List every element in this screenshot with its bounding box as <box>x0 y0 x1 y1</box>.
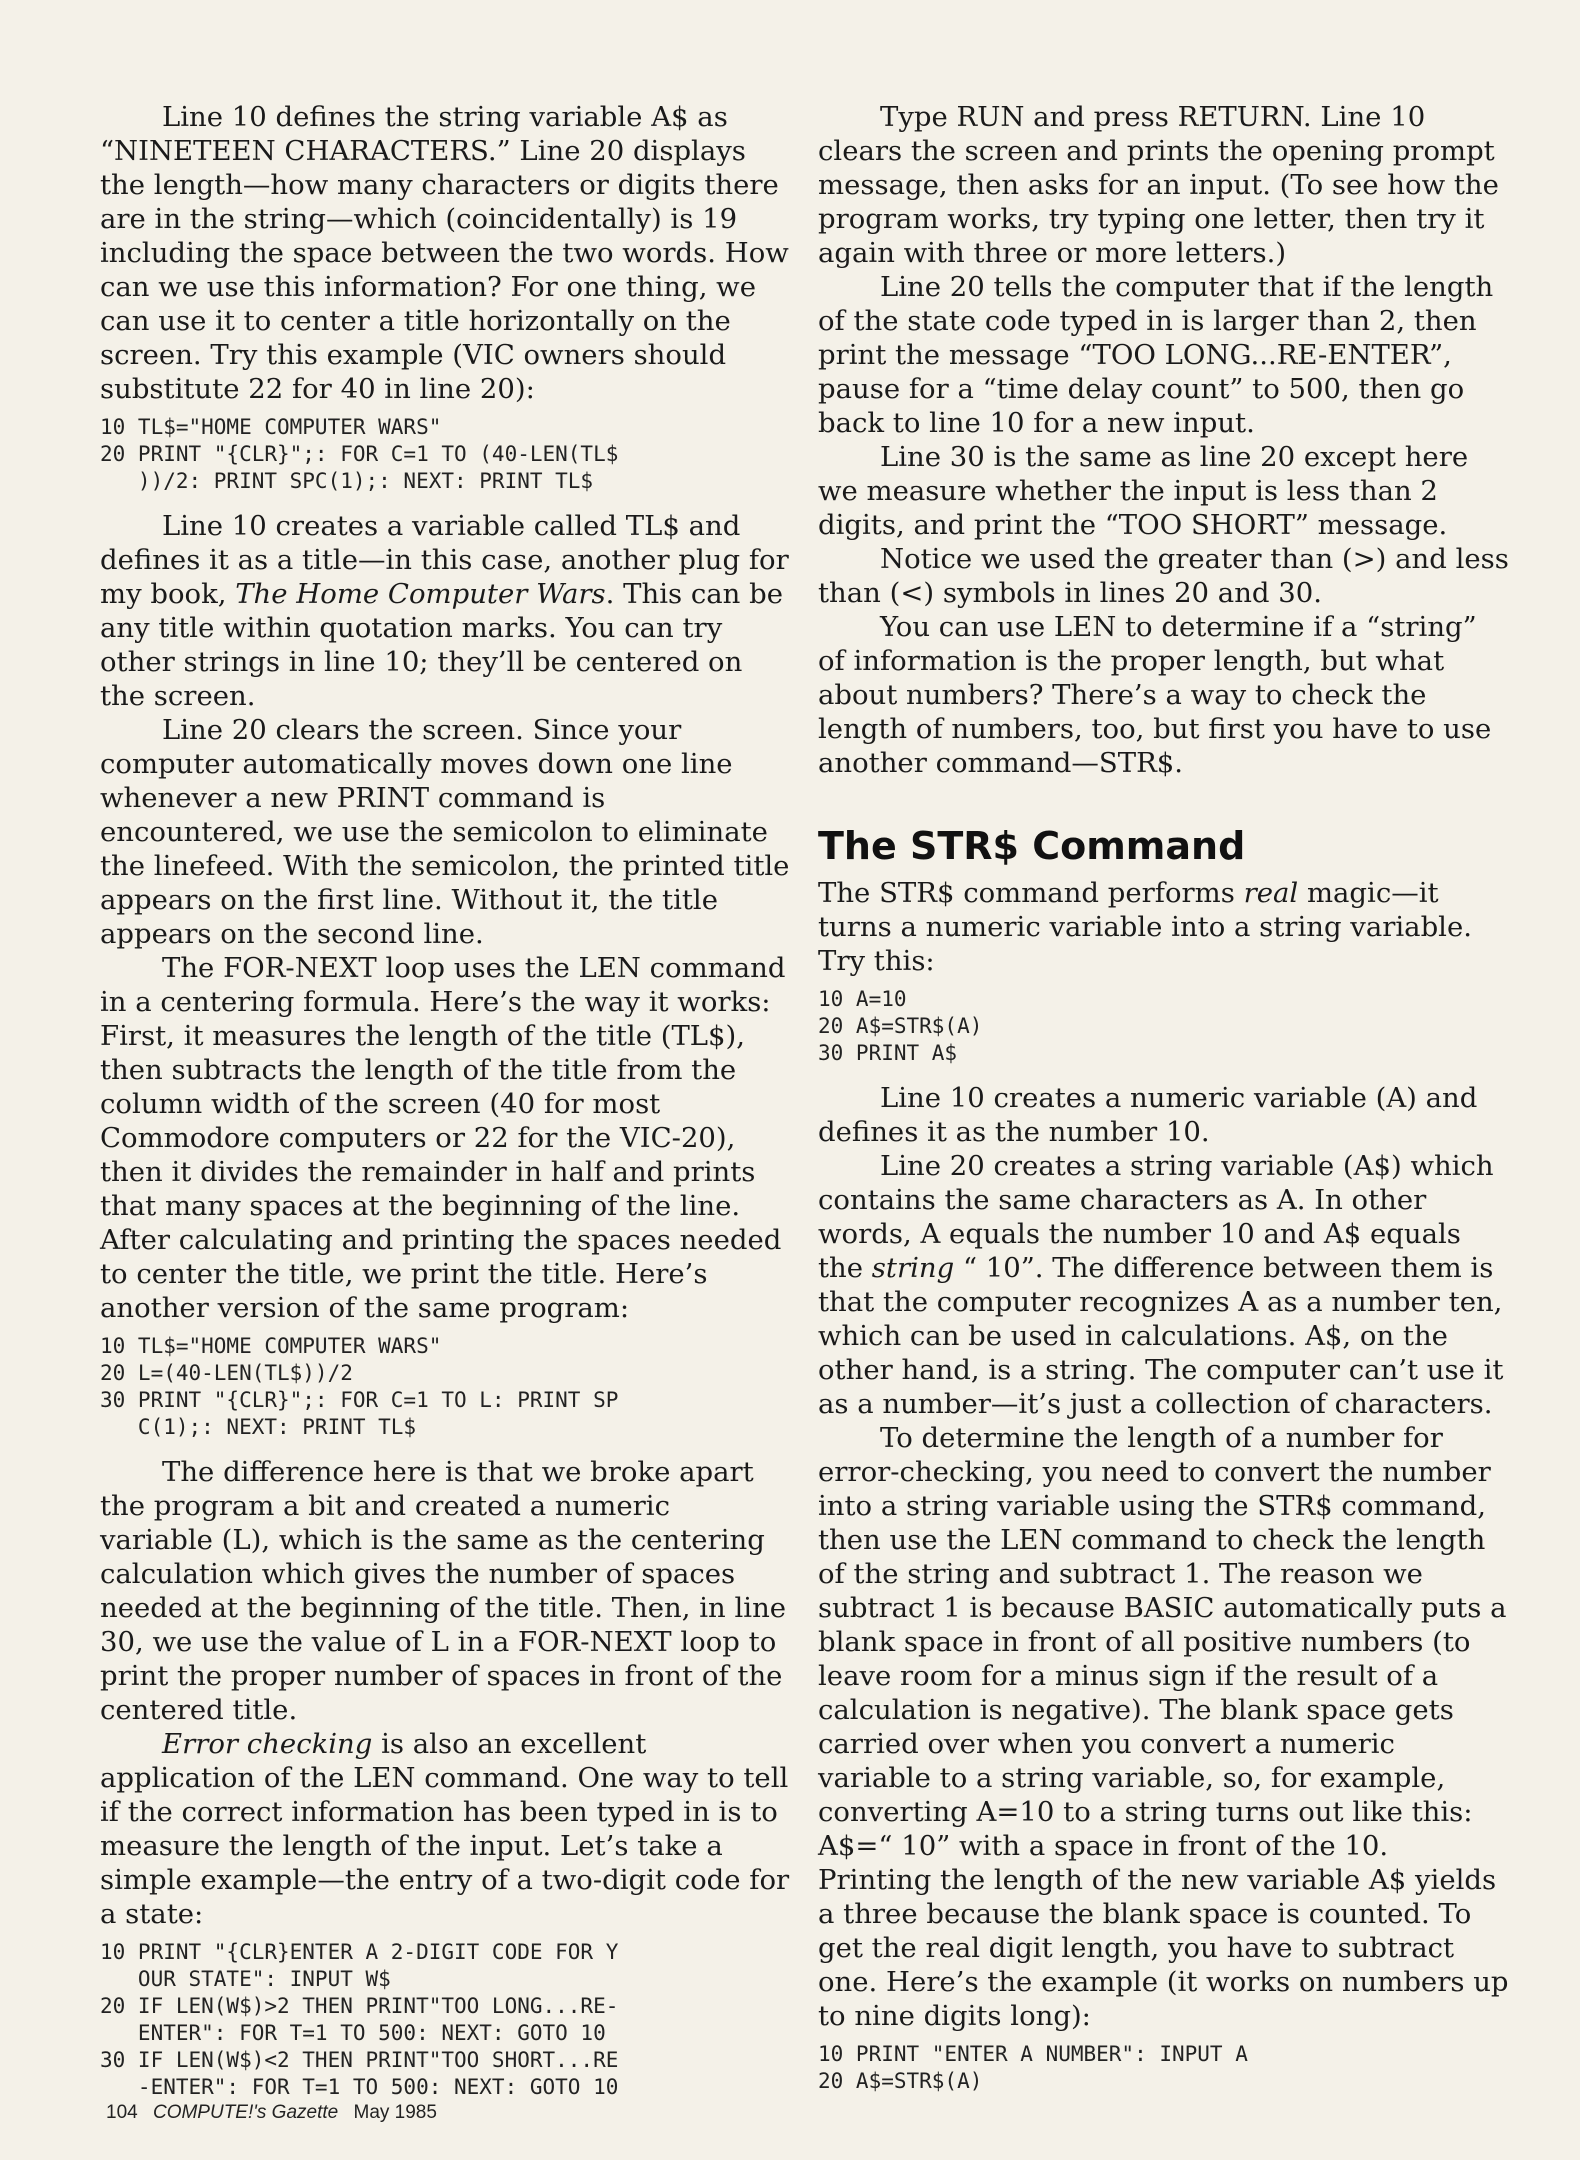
section-heading: The STR$ Command <box>818 824 1246 868</box>
code-line: 10 PRINT "{CLR}ENTER A 2-DIGIT CODE FOR Y <box>100 1940 619 1964</box>
paragraph: You can use LEN to determine if a “string” of information is the proper length, but what about numbers? There’s a way to check the length of numbers, too, but first you have to use another command—STR$. <box>818 611 1492 779</box>
code-line: ENTER": FOR T=1 TO 500: NEXT: GOTO 10 <box>100 2021 606 2045</box>
paragraph: Type RUN and press RETURN. Line 10 clears the screen and prints the opening prompt message, then asks for an input. (To see how the program works, try typing one letter, then try it again with three or more letters.) <box>818 101 1499 269</box>
code-line: 20 PRINT "{CLR}";: FOR C=1 TO (40-LEN(TL$ <box>100 442 619 466</box>
code-line: -ENTER": FOR T=1 TO 500: NEXT: GOTO 10 <box>100 2075 619 2099</box>
code-line: 10 TL$="HOME COMPUTER WARS" <box>100 415 442 439</box>
page-footer <box>106 2102 437 2124</box>
issue-date: May 1985 <box>353 2102 437 2123</box>
text-run: Line 10 creates a variable called TL$ and defines it as a title—in this case, another plug for my book, <box>100 510 789 610</box>
code-line: 20 L=(40-LEN(TL$))/2 <box>100 1361 353 1385</box>
code-listing <box>100 1333 790 1441</box>
text-run: . This can be any title within quotation marks. You can try other strings in line 10; they’ll be centered on the screen. <box>100 578 783 712</box>
paragraph <box>818 1149 1510 1421</box>
code-line: ))/2: PRINT SPC(1);: NEXT: PRINT TL$ <box>100 469 594 493</box>
code-line: 10 PRINT "ENTER A NUMBER": INPUT A <box>818 2042 1248 2066</box>
paragraph <box>100 509 790 713</box>
code-line: 20 A$=STR$(A) <box>818 2069 983 2093</box>
paragraph: Notice we used the greater than (>) and less than (<) symbols in lines 20 and 30. <box>818 543 1509 609</box>
code-listing <box>818 2041 1510 2095</box>
paragraph: The difference here is that we broke apart the program a bit and created a numeric variable (L), which is the same as the centering calculation which gives the number of spaces needed at the beginning of the title. Then, in line 30, we use the value of L in a FOR-NEXT loop to print the proper number of spaces in front of the centered title. <box>100 1456 787 1726</box>
code-line: 30 PRINT "{CLR}";: FOR C=1 TO L: PRINT SP <box>100 1388 619 1412</box>
code-listing <box>100 1939 790 2101</box>
publication-name: COMPUTE!'s Gazette <box>152 2102 339 2123</box>
code-line: C(1);: NEXT: PRINT TL$ <box>100 1415 417 1439</box>
code-line: 10 TL$="HOME COMPUTER WARS" <box>100 1334 442 1358</box>
code-line: 20 IF LEN(W$)>2 THEN PRINT"TOO LONG...RE- <box>100 1994 619 2018</box>
text-run: is also an excellent application of the LEN command. One way to tell if the correct information has been typed in is to measure the length of the input. Let’s take a simple example—the entry of a two-digit code for a state: <box>100 1728 790 1930</box>
paragraph: To determine the length of a number for error-checking, you need to convert the number into a string variable using the STR$ command, then use the LEN command to check the length of the string and subtract 1. The reason we subtract 1 is because BASIC automatically puts a blank space in front of all positive numbers (to leave room for a minus sign if the result of a calculation is negative). The blank space gets carried over when you convert a numeric variable to a string variable, so, for example, converting A=10 to a string turns out like this: A$=“ 10” with a space in front of the 10. Printing the length of the new variable A$ yields a three because the blank space is counted. To get the real digit length, you have to subtract one. Here’s the example (it works on numbers up to nine digits long): <box>818 1422 1509 2032</box>
paragraph: Line 20 tells the computer that if the length of the state code typed in is larger than 2, then print the message “TOO LONG...RE-ENTER”, pause for a “time delay count” to 500, then go back to line 10 for a new input. <box>818 271 1494 439</box>
code-line: 30 IF LEN(W$)<2 THEN PRINT"TOO SHORT...RE <box>100 2048 619 2072</box>
code-listing <box>100 414 790 495</box>
page-number: 104 <box>106 2102 138 2123</box>
text-run: The STR$ command performs <box>818 877 1244 909</box>
paragraph: The FOR-NEXT loop uses the LEN command in a centering formula. Here’s the way it works: First, it measures the length of the title (TL$), then subtracts the length of the title from the column width of the screen (40 for most Commodore computers or 22 for the VIC-20), then it divides the remainder in half and prints that many spaces at the beginning of the line. After calculating and printing the spaces needed to center the title, we print the title. Here’s another version of the same program: <box>100 952 786 1324</box>
text-run: “ 10”. The difference between them is that the computer recognizes A as a number ten, which can be used in calculations. A$, on the other hand, is a string. The computer can’t use it as a number—it’s just a collection of characters. <box>818 1252 1504 1420</box>
emphasis: Error checking <box>162 1728 373 1760</box>
emphasis: real <box>1243 877 1299 909</box>
right-column <box>818 100 1510 2109</box>
paragraph: Line 10 creates a numeric variable (A) and defines it as the number 10. <box>818 1082 1478 1148</box>
text-run: Line 20 creates a string variable (A$) which contains the same characters as A. In other words, A equals the number 10 and A$ equals the <box>818 1150 1494 1284</box>
code-line: 10 A=10 <box>818 987 907 1011</box>
code-line: OUR STATE": INPUT W$ <box>100 1967 391 1991</box>
text-run: magic—it turns a numeric variable into a string variable. Try this: <box>818 877 1472 977</box>
code-line: 30 PRINT A$ <box>818 1041 958 1065</box>
code-listing <box>818 986 1510 1067</box>
book-title: The Home Computer Wars <box>235 578 606 610</box>
paragraph: Line 30 is the same as line 20 except here we measure whether the input is less than 2 digits, and print the “TOO SHORT” message. <box>818 441 1469 541</box>
paragraph <box>100 1727 790 1931</box>
paragraph: Line 20 clears the screen. Since your computer automatically moves down one line whenever a new PRINT command is encountered, we use the semicolon to eliminate the linefeed. With the semicolon, the printed title appears on the first line. Without it, the title appears on the second line. <box>100 714 790 950</box>
paragraph: Line 10 defines the string variable A$ as “NINETEEN CHARACTERS.” Line 20 displays the length—how many characters or digits there are in the string—which (coincidentally) is 19 including the space between the two words. How can we use this information? For one thing, we can use it to center a title horizontally on the screen. Try this example (VIC owners should substitute 22 for 40 in line 20): <box>100 101 789 405</box>
code-line: 20 A$=STR$(A) <box>818 1014 983 1038</box>
paragraph <box>818 876 1510 978</box>
left-column <box>100 100 790 2101</box>
emphasis: string <box>871 1252 955 1284</box>
